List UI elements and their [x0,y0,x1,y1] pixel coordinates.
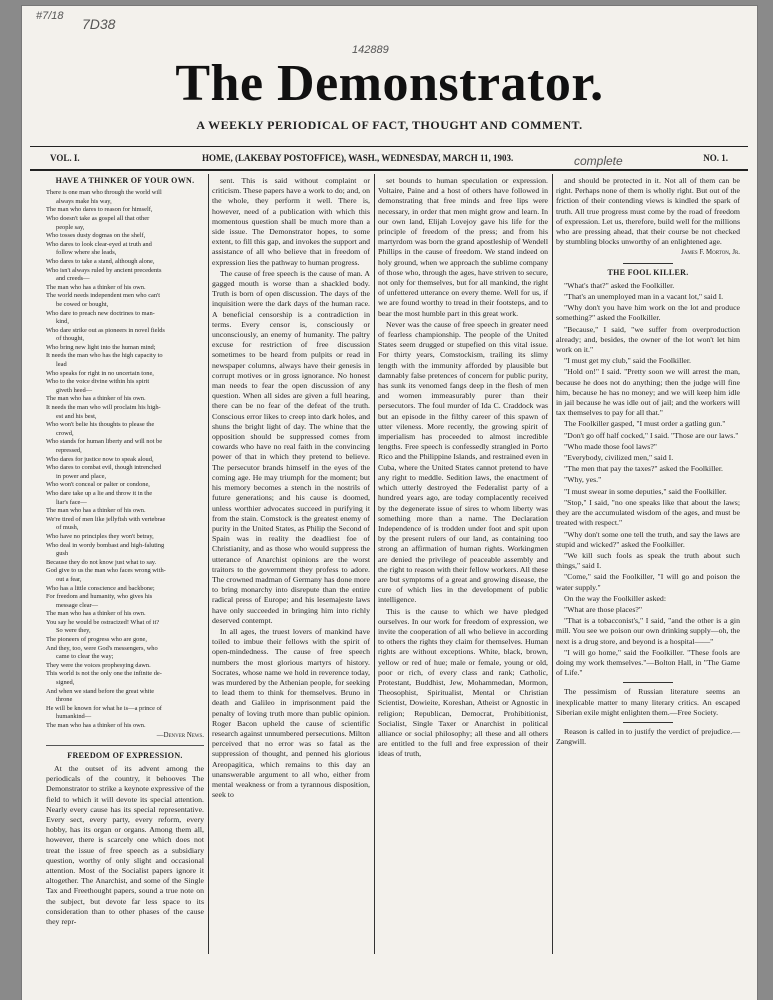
poem-line: Who dares to take a stand, although alone, [46,257,155,265]
story-paragraph: "Why don't you have him work on the lot and produce something?" asked the Foolkiller. [556,303,740,323]
poem-line: The man who dares to reason for himself, [46,206,153,214]
poem-line: For freedom and humanity, who gives his [46,593,153,601]
article-paragraph: set bounds to human speculation or expression. Voltaire, Paine and a host of others have followed in demonstrating that free minds and free lips were necessary, in order that men might grow and learn. In our own land, Elijah Lovejoy gave his life for the principle of freedom of the press; and from his martyrdom was born the grand apostleship of Wendell Phillips in the cause of freedom. We stand indeed on holy ground, when we approach the sublime company of those who, through the ages, have striven to secure, not only for themselves, but for all mankind, the right of unfettered utterance on every theme. Well for us, if we are found worthy to tread in their footsteps, and to bear the most humble part in this great work. [378,176,548,318]
poem-line: Who dare to preach new doctrines to man- [46,309,155,317]
poem-line: Who tosses dusty dogmas on the shelf, [46,232,146,240]
poem-line: The man who has a thinker of his own. [46,283,146,291]
poem-line: est and his best, [56,412,97,420]
poem-line: follow where she leads, [56,249,117,257]
poem-line: lead [56,361,67,369]
story-paragraph: "Everybody, civilized men," said I. [564,453,674,463]
poem-line: Who dares for justice now to speak aloud, [46,455,154,463]
story-paragraph: "What's that?" asked the Foolkiller. [564,280,675,290]
story-paragraph: "We kill such fools as speak the truth about such things," said I. [556,550,740,571]
article-paragraph: At the outset of its advent among the periodicals of the country, it behooves The Demonstrator to strike a keynote expressive of the field to which it will devote its special attention. Nearly every cause has its special representative. Every sect, every party, every reform, every hobby, has its organ or organs. Among them all, however, there is scarcely one which does not treat the issue of free speech as a subsidiary question, worthy of only slight and occasional attention. Most of the Socialist papers ignore it altogether. The Anarchist, and some of the Single Tax and Freethought papers, sound a true note on the subject, but devote far less space to its consideration than to other phases of the cause they repr- [46,764,204,927]
poem-line: and creeds— [56,275,90,283]
poem-line: God give to us the man who faces wrong with- [46,567,166,575]
handwritten-accession-number: 142889 [352,44,389,56]
section-divider [623,722,673,723]
story-paragraph: "I must get my club," said the Foolkiller. [564,356,691,366]
poem-line: Who has a little conscience and backbone; [46,584,155,592]
poem-line: He will be known for what he is—a prince of [46,704,162,712]
poem-line: signed, [56,679,75,687]
poem-line: Who dare strike out as pioneers in novel fields [46,326,165,334]
poem-line: Who won't conceal or palter or condone, [46,481,150,489]
story-paragraph: "That's an unemployed man in a vacant lot," said I. [564,292,724,302]
poem-line: repressed, [56,447,82,455]
poem-line: gush [56,550,69,558]
story-paragraph: "Why, yes." [564,475,602,485]
dateline [30,146,748,171]
story-paragraph: "What are those places?" [564,604,643,614]
poem-line: throne [56,696,73,704]
column-2 [212,176,370,801]
story-paragraph: "Come," said the Foolkiller, "I will go and poison the water supply." [556,572,740,592]
poem-title: HAVE A THINKER OF YOUR OWN. [55,176,195,185]
column-4 [556,176,740,748]
story-paragraph: "Who made those fool laws?" [564,441,657,451]
column-divider [374,174,375,954]
story-paragraph: On the way the Foolkiller asked: [564,593,666,603]
handwritten-catalog-number: 7D38 [82,16,116,32]
article-paragraph: and should be protected in it. Not all of them can be right. Perhaps none of them is wholly right. But out of the friction of their contending views is kindled the spark of truth. All true progress must come by the road of freedom of expression. Let us, therefore, build well for the millions who are pressing ahead, that their course be not checked by stumbling blocks unworthy of an enlightened age. [556,176,740,247]
story-paragraph: "The men that pay the taxes?" asked the Foolkiller. [564,464,724,474]
poem-line: message clear— [56,601,99,609]
poem-line: out a fear, [56,575,82,583]
place-date: HOME, (LAKEBAY POSTOFFICE), WASH., WEDNESDAY, MARCH 11, 1903. [202,153,514,163]
poem-line: They were the voices prophesying dawn. [46,661,151,669]
poem-line: The man who has a thinker of his own. [46,395,146,403]
poem-line: Who speaks for right in no uncertain tone, [46,369,154,377]
article-paragraph: This is the cause to which we have pledged ourselves. In our work for freedom of expression, we invite the cooperation of all who believe in according to others the rights they claim for themselves. Human rights are without exceptions. White, black, brown, yellow or red of hue; male or female, young or old, poor or rich, of every class and rank; Catholic, Protestant, Buddhist, Jew, Mohammedan, Mormon, Theosophist, Spiritualist, Mental or Christian Scientist, Dowieite, Koreshan, Atheist or Agnostic in religion; Republican, Democrat, Prohibitionist, Socialist, Single Taxer or Anarchist in political alliance or social philosophy; all these and all others are entitled to the full and free expression of their ideas of truth, [378,606,548,759]
story-paragraph: "That is a tobacconist's," I said, "and the other is a gin mill. You see we poison our own drinking supply—oh, the next is a drug store, and beyond is a hospital——" [556,616,740,646]
story-paragraph: "Hold on!" I said. "Pretty soon we will arrest the man, because he does not do anything; then the judge will fine him, because he has no money; and we will keep him idle in jail because he was idle out of jail; and the workers will tax themselves to pay for all that." [556,367,740,418]
poem-line: It needs the man who has the high capacity to [46,352,163,360]
poem-line: Who dares to look clear-eyed at truth and [46,240,152,248]
poem-line: Who stands for human liberty and will not be [46,438,163,446]
section-divider [46,745,204,746]
quote-paragraph: The pessimism of Russian literature seems an inexplicable matter to many literary critics. An escaped Siberian exile might enlighten them.—Free Society. [556,687,740,717]
section-divider [623,682,673,683]
masthead-title: The Demonstrator. [175,55,604,112]
handwritten-note-top-left: #7/18 [36,10,64,22]
poem-line: The man who has a thinker of his own. [46,507,146,515]
article-paragraph: In all ages, the truest lovers of mankind have toiled to imbue their fellows with the spirit of open-mindedness. The cause of free speech numbers the most glorious martyrs of history. Socrates, whose name we hold in reverence today, was murdered by the Athenian people, for seeking to lead them to think for themselves. Bruno in death and Galileo in imprisonment paid the penalty of loving truth more than public opinion. Roger Bacon upheld the cause of scientific research against unnumbered persecutions. Milton perceived that no error was so fatal as the suppression of thought, and penned his glorious Areopagitica, which remains to this day an unanswerable argument to all who, either from mental weakness or from a tyrannous disposition, seek to [212,626,370,800]
handwritten-complete-note: complete [574,154,623,168]
poem-line: of thought, [56,335,85,343]
poem-line: Who bring new light into the human mind; [46,343,156,351]
poem-line: Who to the voice divine within his spirit [46,378,150,386]
poem-line: You say he would be ostracized! What of it? [46,618,160,626]
poem-line: crowd, [56,429,74,437]
column-1 [46,176,204,928]
story-title: THE FOOL KILLER. [607,267,689,277]
poem-line: liar's face— [56,498,87,506]
poem-line: Who doesn't take as gospel all that other [46,214,150,222]
poem-line: Who have no principles they won't betray, [46,532,154,540]
article-paragraph: sent. This is said without complaint or criticism. These papers have a work to do; and, on the whole, they perform it well. There is, however, need of a publication with which this momentous question shall be much more than a side issue. The Demonstrator hopes, to some extent, to fill this gap, and invokes the support and assistance of all who believe that in freedom of expression lies the pathway to human progress. [212,176,370,267]
poem-line: So were they, [56,627,91,635]
poem-line: giveth heed— [56,386,93,394]
column-divider [552,174,553,954]
poem-body [46,189,204,730]
poem-line: Who won't belie his thoughts to please the [46,421,155,429]
poem-line: We're tired of men like jellyfish with vertebrae [46,515,166,523]
poem-line: And when we stand before the great white [46,687,155,695]
story-paragraph: "I must swear in some deputies," said the Foolkiller. [564,486,727,496]
poem-line: kind, [56,318,69,326]
poem-line: Who dares to combat evil, though intrenched [46,464,162,472]
poem-line: The pioneers of progress who are gone, [46,636,147,644]
story-paragraph: "Why don't some one tell the truth, and say the laws are stupid and wicked?" asked the Foolkiller. [556,529,740,549]
newspaper-page [22,6,757,1000]
story-paragraph: "Don't go off half cocked," I said. "Those are our laws." [564,430,739,440]
poem-line: Because they do not know just what to say. [46,558,157,566]
poem-line: of mush, [56,524,79,532]
issue-number: NO. 1. [703,153,728,163]
story-paragraph: "Stop," I said, "no one speaks like that about the laws; they are the accumulated wisdom of the ages, and must be treated with respect." [556,497,740,528]
poem-line: The world needs independent men who can't [46,292,161,300]
poem-line: This world is not the only one the infinite de- [46,670,162,678]
masthead-subtitle: A WEEKLY PERIODICAL OF FACT, THOUGHT AND COMMENT. [196,118,583,132]
poem-line: always make his way, [56,197,112,205]
poem-line: The man who has a thinker of his own. [46,722,146,730]
poem-line: It needs the man who will proclaim his high- [46,404,161,412]
story-body [556,281,740,679]
poem-line: The man who has a thinker of his own. [46,610,146,618]
section-divider [623,263,673,264]
poem-source: —Denver News. [156,731,204,739]
poem-line: And they, too, were God's messengers, who [46,644,158,652]
poem-line: in power and place, [56,472,107,480]
article-paragraph: The cause of free speech is the cause of man. A gagged mouth is worse than a shackled body. Truth is born of open discussion. The days of the inquisition were the dark days of the human race. A beneficial censorship is a contradiction in terms. Every censor is, consciously or unconsciously, an enemy of humanity. The paltry excuse for restriction of free discussion sometimes to be heard from pulpits or read in newspaper columns, always have their genesis in corrupt motives or in gross ignorance. No honest man needs to fear the open discussion of any question. When all sides are given a full hearing, there can be no fear of the defeat of the truth. Conscious error likes to creep into dark holes, and shuns the bright light of day. The whine that the opposition should be suppressed comes from cowards who have no real faith in the convincing power of that in which they pretend to believe. The persecutor brands himself in the eyes of the coming age. He may triumph for the moment; but his memory becomes a stench in the nostrils of future generations; and his cause is doomed, unless worthier advocates succeed in purifying it from the stain. Comstock is the greatest enemy of purity in the United States, as Philip the Second of Spain was in reality the deadliest foe of Christianity, and as those who would suppress the utterance of Anarchist opinions are the worst traitors to the government they profess to adore. The crowned madman of Germany has done more to bring monarchy into disrepute than the entire radical press of Europe; and his lesemajeste laws have only succeeded in bringing him into richly deserved contempt. [212,268,370,625]
poem-line: Who deal in wordy bombast and high-faluting [46,541,165,549]
poem-line: be cowed or bought, [56,300,109,308]
poem-line: came to clear the way; [56,653,114,661]
article-paragraph: Never was the cause of free speech in greater need of fearless championship. The people of the United States seem drugged or stupefied on this vital issue. For thirty years, Comstockism, trailing its slimy length with the immunity afforded by plausible but damnably false pretences of concern for public purity, has sunk its venomed fangs deep in the flesh of men and women immeasurably purer than their persecutors. The foul murder of Ida C. Craddock was but an episode in the filthy career of this spawn of utter vileness. More recently, the growing spirit of imperialism has proceeded to almost incredible lengths. Free speech is confessedly strangled in Porto Rico and the Philippine Islands, and restrained even in Cuba, where the United States cannot pretend to have any right to meddle. Sedition laws, the enactment of which utterly destroyed the Federalist party of a hundred years ago, are today complacently received by the degenerate issue of sires to whom liberty was something more than a name. The Declaration Independence of is trodden under foot and spit upon by the present rulers of our land, as containing too strong an affirmation of human rights. Workingmen are denied the privilege of peaceable assembly and the right to reason with their fellow workers. All these are but symptoms of a great and growing disease, the cure of which lies in the development of public intelligence. [378,319,548,605]
volume-label: VOL. I. [50,153,80,163]
column-divider [208,174,209,954]
story-paragraph: The Foolkiller gasped, "I must order a gatling gun." [564,419,726,429]
poem-line: people say, [56,223,85,231]
poem-line: Who dare take up a lie and throw it in the [46,489,153,497]
story-paragraph: "I will go home," said the Foolkiller. "These fools are doing my work themselves."—Bolton Hall, in "The Game of Life." [556,647,740,678]
poem-line: humankind— [56,713,92,721]
story-paragraph: "Because," I said, "we suffer from overproduction already; and, besides, the owner of the lot won't let him work on it." [556,324,740,355]
quote-paragraph: Reason is called in to justify the verdict of prejudice.—Zangwill. [556,726,740,747]
poem-line: Who isn't always ruled by ancient precedents [46,266,162,274]
column-3 [378,176,548,761]
author-signature: James F. Morton, Jr. [681,249,740,257]
poem-line: There is one man who through the world will [46,189,162,197]
article-title: FREEDOM OF EXPRESSION. [67,750,183,760]
